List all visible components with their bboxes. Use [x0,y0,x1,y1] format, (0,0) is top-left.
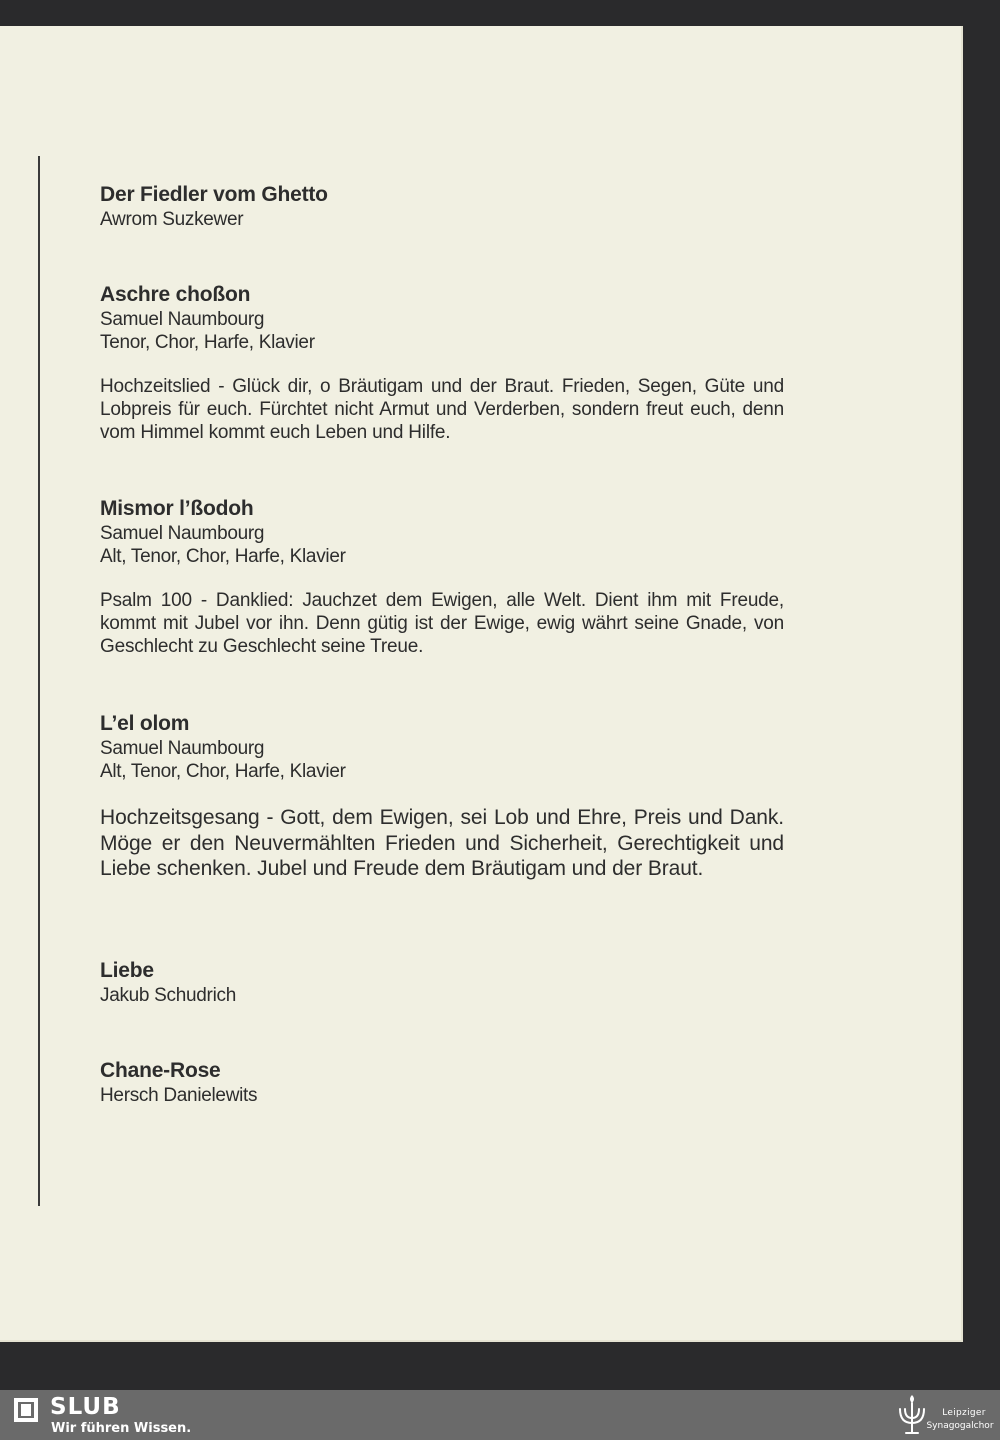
choir-name-line1: Leipziger [942,1408,986,1418]
program-entry [100,1058,784,1107]
composer: Hersch Danielewits [100,1085,258,1106]
composer: Awrom Suzkewer [100,209,244,230]
program-entry [100,711,784,882]
piece-description: Hochzeitslied - Glück dir, o Bräutigam und der Braut. Frieden, Segen, Güte und Lobpreis für euch. Fürchtet nicht Armut und Verderben, sondern freut euch, denn vom Himmel kommt euch Leben und Hilfe. [100,376,784,443]
footer-bar [0,1390,1000,1440]
program-entry [100,958,784,1007]
left-margin-rule [38,156,40,1206]
composer: Samuel Naumbourg [100,738,265,759]
composer: Jakub Schudrich [100,985,236,1006]
piece-title: Liebe [100,959,154,982]
program-entry [100,282,784,444]
composer: Samuel Naumbourg [100,523,265,544]
program-entry [100,496,784,658]
instrumentation: Alt, Tenor, Chor, Harfe, Klavier [100,761,346,782]
choir-name-line2: Synagogalchor [926,1421,994,1431]
piece-description: Psalm 100 - Danklied: Jauchzet dem Ewigen, alle Welt. Dient ihm mit Freude, kommt mit Jubel vor ihn. Denn gütig ist der Ewige, ewig währt seine Gnade, von Geschlecht zu Geschlecht seine Treue. [100,590,784,657]
piece-description: Hochzeitsgesang - Gott, dem Ewigen, sei Lob und Ehre, Preis und Dank. Möge er den Neuvermählten Frieden und Sicherheit, Gerechtigkeit und Liebe schenken. Jubel und Freude dem Bräutigam und der Braut. [100,806,784,880]
program-entry [100,182,784,231]
piece-title: Chane-Rose [100,1059,221,1082]
piece-title: Der Fiedler vom Ghetto [100,183,328,206]
slub-tagline: Wir führen Wissen. [51,1421,192,1436]
instrumentation: Tenor, Chor, Harfe, Klavier [100,332,315,353]
piece-title: Aschre choßon [100,283,251,306]
composer: Samuel Naumbourg [100,309,265,330]
slub-book-icon [12,1396,40,1424]
piece-title: Mismor l’ßodoh [100,497,254,520]
instrumentation: Alt, Tenor, Chor, Harfe, Klavier [100,546,346,567]
slub-logo-text[interactable]: SLUB [50,1394,121,1420]
piece-title: L’el olom [100,712,190,735]
